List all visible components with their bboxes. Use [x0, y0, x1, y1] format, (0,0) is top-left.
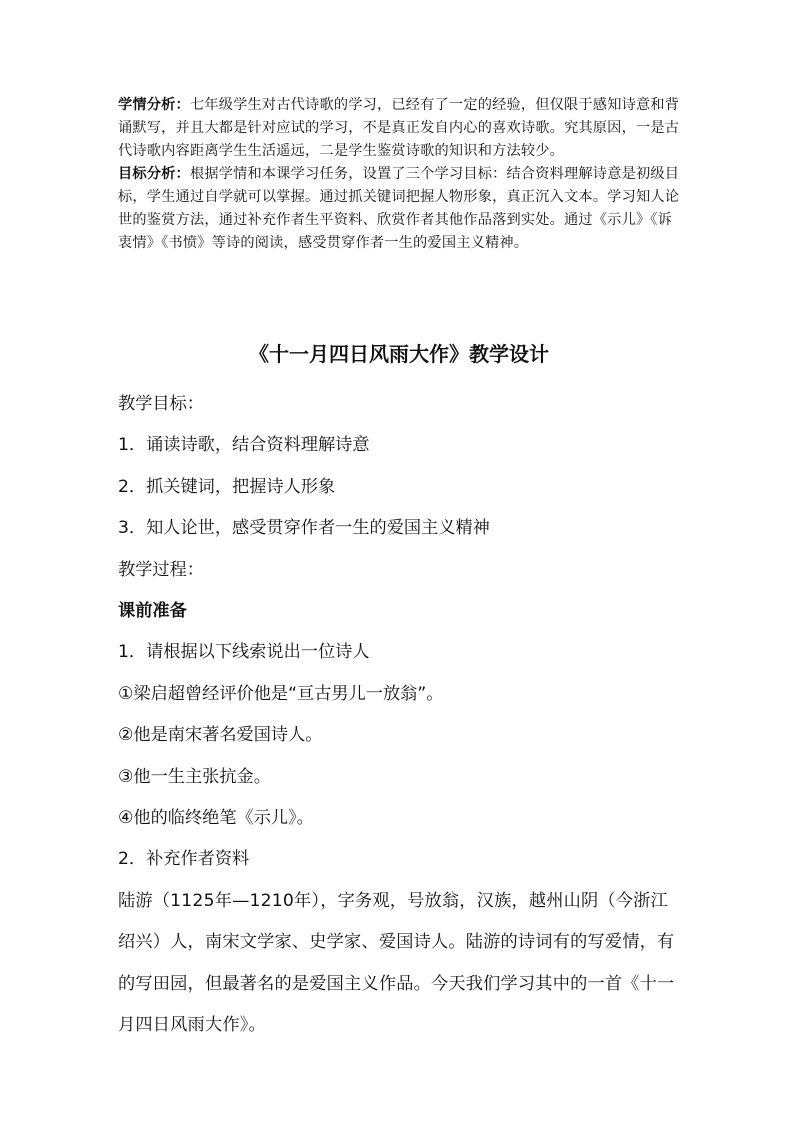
analysis-section	[118, 94, 680, 255]
document-title: 《十一月四日风雨大作》教学设计	[249, 342, 549, 366]
learning-analysis-label: 学情分析：	[118, 97, 190, 113]
learning-analysis-text: 七年级学生对古代诗歌的学习，已经有了一定的经验，但仅限于感知诗意和背诵默写，并且大都是针对应试的学习，不是真正发自内心的喜欢诗歌。究其原因，一是古代诗歌内容距离学生生活遥远，二是学生鉴赏诗歌的知识和方法较少。	[118, 97, 680, 159]
clue-item: ③他一生主张抗金。	[118, 766, 271, 787]
process-heading: 教学过程：	[118, 559, 204, 580]
clue-item: ①梁启超曾经评价他是“亘古男儿一放翁”。	[118, 683, 444, 704]
prep-question: 1．请根据以下线索说出一位诗人	[118, 642, 370, 663]
learning-analysis-paragraph	[118, 94, 680, 163]
lesson-body	[118, 384, 680, 1047]
author-bio-paragraph: 陆游（1125年—1210年），字务观，号放翁，汉族，越州山阴（今浙江绍兴）人，南宋文学家、史学家、爱国诗人。陆游的诗词有的写爱情，有的写田园，但最著名的是爱国主义作品。今天我们学习其中的一首《十一月四日风雨大作》。	[118, 890, 675, 1036]
objective-item: 3．知人论世，感受贯穿作者一生的爱国主义精神	[118, 518, 490, 539]
objective-item: 1．诵读诗歌，结合资料理解诗意	[118, 435, 370, 456]
prep-heading: 课前准备	[118, 601, 187, 622]
document-page	[118, 94, 680, 1036]
supplement-heading: 2．补充作者资料	[118, 849, 250, 870]
objective-item: 2．抓关键词，把握诗人形象	[118, 476, 336, 497]
clue-item: ④他的临终绝笔《示儿》。	[118, 808, 314, 829]
clue-item: ②他是南宋著名爱国诗人。	[118, 725, 323, 746]
goal-analysis-label: 目标分析：	[118, 166, 190, 182]
objectives-heading: 教学目标：	[118, 394, 204, 414]
goal-analysis-paragraph	[118, 163, 680, 255]
goal-analysis-text: 根据学情和本课学习任务，设置了三个学习目标：结合资料理解诗意是初级目标，学生通过自学就可以掌握。通过抓关键词把握人物形象，真正沉入文本。学习知人论世的鉴赏方法，通过补充作者生平资料、欣赏作者其他作品落到实处。通过《示儿》《诉衷情》《书愤》等诗的阅读，感受贯穿作者一生的爱国主义精神。	[118, 166, 680, 251]
